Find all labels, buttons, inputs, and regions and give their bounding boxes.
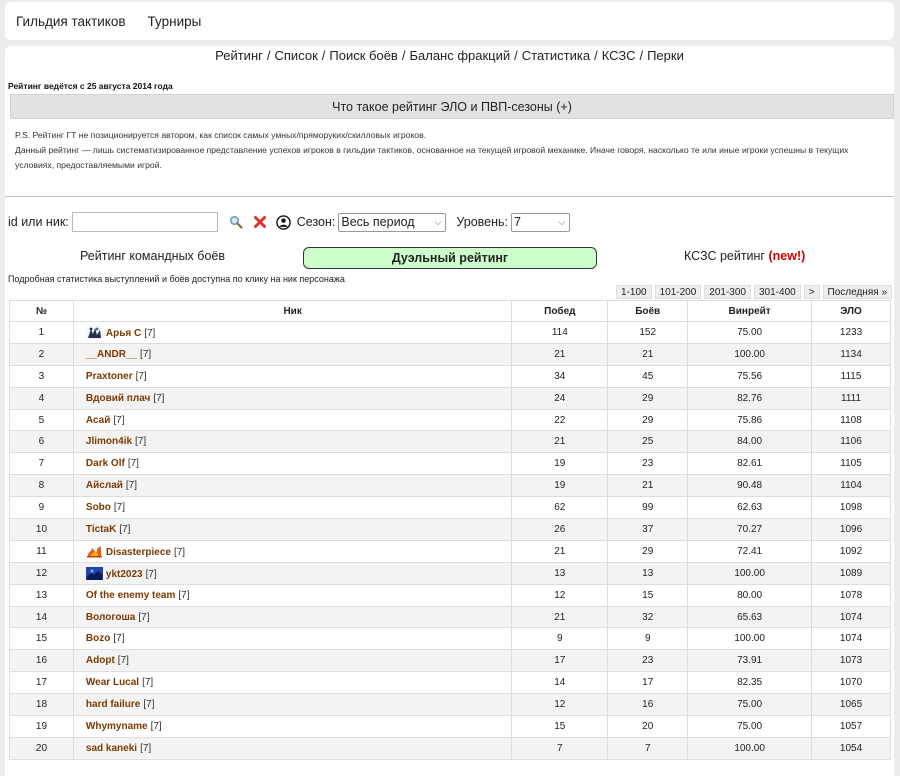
col-elo[interactable]: ЭЛО bbox=[812, 301, 891, 322]
player-nick-link[interactable]: Айслай bbox=[85, 480, 123, 492]
player-nick-link[interactable]: Wear Lucal bbox=[85, 677, 140, 689]
player-nick-link[interactable]: Praxtoner bbox=[85, 370, 133, 382]
table-row bbox=[10, 694, 891, 716]
wins-cell: 12 bbox=[512, 694, 608, 716]
player-level: [7] bbox=[135, 370, 147, 382]
rank-cell: 17 bbox=[10, 672, 74, 694]
elo-cell: 1096 bbox=[812, 519, 891, 541]
winrate-cell: 72.41 bbox=[688, 540, 812, 562]
nick-cell bbox=[73, 365, 511, 387]
subnav-separator: / bbox=[401, 48, 406, 63]
player-nick-link[interactable]: Of the enemy team bbox=[85, 589, 176, 601]
battles-cell: 29 bbox=[608, 540, 688, 562]
player-nick-link[interactable]: Jlimon4ik bbox=[85, 436, 133, 448]
elo-cell: 1134 bbox=[812, 343, 891, 365]
wins-cell: 19 bbox=[512, 453, 608, 475]
player-level: [7] bbox=[113, 502, 126, 514]
player-level: [7] bbox=[173, 546, 186, 558]
table-row bbox=[10, 584, 891, 606]
player-level: [7] bbox=[142, 677, 154, 689]
winrate-cell: 75.00 bbox=[688, 716, 812, 738]
nick-cell bbox=[73, 716, 511, 738]
filter-bar bbox=[8, 211, 570, 233]
level-selected-value: 7 bbox=[514, 215, 521, 229]
player-nick-link[interactable]: Disasterpiece bbox=[105, 546, 171, 558]
nav-tournaments[interactable]: Турниры bbox=[147, 13, 202, 29]
rank-cell: 1 bbox=[10, 322, 74, 344]
wins-cell: 19 bbox=[512, 475, 608, 497]
player-nick-link[interactable]: Асай bbox=[85, 414, 111, 426]
rating-since-note: Рейтинг ведётся с 25 августа 2014 года bbox=[8, 81, 173, 91]
player-nick-link[interactable]: Вологоша bbox=[85, 611, 136, 623]
table-row bbox=[10, 628, 891, 650]
battles-cell: 99 bbox=[608, 497, 688, 519]
elo-cell: 1073 bbox=[812, 650, 891, 672]
winrate-cell: 75.86 bbox=[688, 409, 812, 431]
subnav-separator: / bbox=[639, 48, 644, 63]
nick-cell bbox=[73, 606, 511, 628]
wins-cell: 21 bbox=[512, 540, 608, 562]
col-wins[interactable]: Побед bbox=[512, 301, 608, 322]
player-level: [7] bbox=[135, 436, 147, 448]
subnav-separator: / bbox=[321, 48, 326, 63]
table-row bbox=[10, 737, 891, 759]
player-nick-link[interactable]: hard failure bbox=[85, 699, 141, 711]
wins-cell: 21 bbox=[512, 431, 608, 453]
battles-cell: 15 bbox=[608, 584, 688, 606]
nick-cell bbox=[73, 453, 511, 475]
elo-cell: 1108 bbox=[812, 409, 891, 431]
table-row bbox=[10, 387, 891, 409]
winrate-cell: 100.00 bbox=[688, 628, 812, 650]
wins-cell: 26 bbox=[512, 519, 608, 541]
main-panel bbox=[5, 46, 894, 776]
wins-cell: 7 bbox=[512, 737, 608, 759]
player-nick-link[interactable]: Bozo bbox=[85, 633, 111, 645]
subnav-perks[interactable]: Перки bbox=[647, 48, 684, 63]
elo-cell: 1074 bbox=[812, 628, 891, 650]
nick-cell bbox=[73, 409, 511, 431]
player-nick-link[interactable]: ykt2023 bbox=[105, 568, 143, 580]
elo-cell: 1089 bbox=[812, 562, 891, 584]
battles-cell: 13 bbox=[608, 562, 688, 584]
winrate-cell: 100.00 bbox=[688, 343, 812, 365]
rating-table bbox=[9, 300, 891, 760]
col-nick[interactable]: Ник bbox=[73, 301, 511, 322]
rank-cell: 8 bbox=[10, 475, 74, 497]
rank-cell: 5 bbox=[10, 409, 74, 431]
subnav-list[interactable]: Список bbox=[274, 48, 318, 63]
table-row bbox=[10, 365, 891, 387]
nick-cell bbox=[73, 497, 511, 519]
pagination bbox=[613, 285, 892, 299]
tab-kszs-label: КСЗС рейтинг bbox=[684, 249, 765, 263]
elo-cell: 1098 bbox=[812, 497, 891, 519]
elo-cell: 1078 bbox=[812, 584, 891, 606]
nick-cell bbox=[73, 628, 511, 650]
player-avatar-icon bbox=[86, 328, 106, 339]
table-row bbox=[10, 672, 891, 694]
tab-duel-rating[interactable]: Дуэльный рейтинг bbox=[303, 247, 597, 269]
nick-cell bbox=[73, 694, 511, 716]
nick-cell bbox=[73, 737, 511, 759]
page-101-200[interactable]: 101-200 bbox=[655, 285, 702, 299]
table-row bbox=[10, 540, 891, 562]
player-nick-link[interactable]: Вдовий плач bbox=[85, 392, 151, 404]
chevron-down-icon: ⌵ bbox=[434, 216, 442, 227]
battles-cell: 152 bbox=[608, 322, 688, 344]
player-level: [7] bbox=[138, 611, 150, 623]
nick-cell bbox=[73, 519, 511, 541]
note-line: Данный рейтинг — лишь систематизированное представление успехов игроков в гильдии тактиков, основанное на текущей игровой механике. Иначе говоря, насколько те или иные игроки успешны в текущих условиях, предоставляемыми игрой. bbox=[15, 145, 849, 170]
elo-cell: 1074 bbox=[812, 606, 891, 628]
wins-cell: 21 bbox=[512, 343, 608, 365]
wins-cell: 17 bbox=[512, 650, 608, 672]
table-row bbox=[10, 606, 891, 628]
winrate-cell: 84.00 bbox=[688, 431, 812, 453]
elo-cell: 1233 bbox=[812, 322, 891, 344]
nick-cell bbox=[73, 672, 511, 694]
table-row bbox=[10, 716, 891, 738]
page-next[interactable]: > bbox=[804, 285, 820, 299]
elo-cell: 1054 bbox=[812, 737, 891, 759]
wins-cell: 62 bbox=[512, 497, 608, 519]
winrate-cell: 70.27 bbox=[688, 519, 812, 541]
nick-cell bbox=[73, 431, 511, 453]
nick-cell bbox=[73, 322, 511, 344]
elo-cell: 1111 bbox=[812, 387, 891, 409]
new-badge: (new!) bbox=[768, 249, 806, 263]
level-select[interactable] bbox=[511, 213, 570, 232]
nick-cell bbox=[73, 343, 511, 365]
table-header-row bbox=[10, 301, 891, 322]
battles-cell: 32 bbox=[608, 606, 688, 628]
wins-cell: 15 bbox=[512, 716, 608, 738]
subnav-statistics[interactable]: Статистика bbox=[521, 48, 591, 63]
col-rank[interactable]: № bbox=[10, 301, 74, 322]
player-level: [7] bbox=[140, 348, 152, 360]
page-201-300[interactable]: 201-300 bbox=[704, 285, 751, 299]
table-row bbox=[10, 497, 891, 519]
rank-cell: 18 bbox=[10, 694, 74, 716]
elo-cell: 1105 bbox=[812, 453, 891, 475]
tab-kszs-rating[interactable] bbox=[684, 249, 805, 263]
table-row bbox=[10, 519, 891, 541]
elo-cell: 1057 bbox=[812, 716, 891, 738]
stats-hint: Подробная статистика выступлений и боёв доступна по клику на ник персонажа bbox=[8, 274, 345, 284]
subnav-separator: / bbox=[514, 48, 518, 63]
player-nick-link[interactable]: TictaK bbox=[85, 523, 117, 535]
rank-cell: 6 bbox=[10, 431, 74, 453]
winrate-cell: 65.63 bbox=[688, 606, 812, 628]
nick-cell bbox=[73, 540, 511, 562]
rank-cell: 4 bbox=[10, 387, 74, 409]
player-nick-link[interactable]: Adopt bbox=[85, 655, 115, 667]
table-row bbox=[10, 431, 891, 453]
subnav-kszs[interactable]: КСЗС bbox=[601, 48, 636, 63]
player-nick-link[interactable]: Whymyname bbox=[85, 720, 148, 732]
player-nick-link[interactable]: Dark Olf bbox=[85, 458, 125, 470]
player-level: [7] bbox=[117, 655, 129, 667]
elo-cell: 1065 bbox=[812, 694, 891, 716]
subnav-separator: / bbox=[594, 48, 598, 63]
nick-cell bbox=[73, 475, 511, 497]
player-level: [7] bbox=[145, 568, 157, 580]
winrate-cell: 75.00 bbox=[688, 694, 812, 716]
rank-cell: 13 bbox=[10, 584, 74, 606]
player-level: [7] bbox=[113, 414, 125, 426]
player-avatar-icon bbox=[86, 569, 106, 580]
chevron-down-icon: ⌵ bbox=[558, 216, 566, 227]
rank-cell: 15 bbox=[10, 628, 74, 650]
table-row bbox=[10, 475, 891, 497]
table-row bbox=[10, 453, 891, 475]
player-nick-link[interactable]: sad kaneki bbox=[85, 742, 138, 754]
player-nick-link[interactable]: __ANDR__ bbox=[85, 348, 138, 360]
nick-cell bbox=[73, 562, 511, 584]
player-level: [7] bbox=[113, 633, 125, 645]
id-label: id или ник: bbox=[8, 215, 69, 229]
winrate-cell: 82.61 bbox=[688, 453, 812, 475]
nick-cell bbox=[73, 650, 511, 672]
search-icon[interactable] bbox=[227, 213, 245, 231]
winrate-cell: 75.00 bbox=[688, 322, 812, 344]
season-select[interactable] bbox=[338, 213, 446, 232]
level-label: Уровень: bbox=[456, 215, 509, 229]
winrate-cell: 90.48 bbox=[688, 475, 812, 497]
elo-cell: 1104 bbox=[812, 475, 891, 497]
rank-cell: 20 bbox=[10, 737, 74, 759]
rank-cell: 10 bbox=[10, 519, 74, 541]
elo-cell: 1115 bbox=[812, 365, 891, 387]
player-level: [7] bbox=[178, 589, 190, 601]
rank-cell: 3 bbox=[10, 365, 74, 387]
subnav-rating[interactable]: Рейтинг bbox=[215, 48, 263, 63]
subnav-battle-search[interactable]: Поиск боёв bbox=[329, 48, 398, 63]
battles-cell: 29 bbox=[608, 409, 688, 431]
table-row bbox=[10, 409, 891, 431]
wins-cell: 22 bbox=[512, 409, 608, 431]
player-nick-link[interactable]: Sobo bbox=[85, 502, 111, 514]
table-row bbox=[10, 650, 891, 672]
wins-cell: 21 bbox=[512, 606, 608, 628]
col-battles[interactable]: Боёв bbox=[608, 301, 688, 322]
rank-cell: 11 bbox=[10, 540, 74, 562]
note-line: P.S. Рейтинг ГТ не позиционируется автором, как список самых умных/пряморуких/скилловых игроков. bbox=[15, 130, 427, 140]
player-level: [7] bbox=[150, 720, 162, 732]
user-circle-icon[interactable] bbox=[275, 213, 293, 231]
player-level: [7] bbox=[143, 699, 155, 711]
nav-tactics-guild[interactable]: Гильдия тактиков bbox=[16, 13, 126, 29]
battles-cell: 17 bbox=[608, 672, 688, 694]
rank-cell: 19 bbox=[10, 716, 74, 738]
subnav-separator: / bbox=[266, 48, 271, 63]
battles-cell: 29 bbox=[608, 387, 688, 409]
battles-cell: 16 bbox=[608, 694, 688, 716]
battles-cell: 9 bbox=[608, 628, 688, 650]
nick-cell bbox=[73, 387, 511, 409]
elo-cell: 1106 bbox=[812, 431, 891, 453]
player-level: [7] bbox=[119, 523, 131, 535]
battles-cell: 20 bbox=[608, 716, 688, 738]
subnav-faction-balance[interactable]: Баланс фракций bbox=[409, 48, 511, 63]
tab-team-rating[interactable]: Рейтинг командных боёв bbox=[80, 249, 225, 263]
wins-cell: 24 bbox=[512, 387, 608, 409]
player-level: [7] bbox=[153, 392, 165, 404]
section-nav bbox=[5, 48, 894, 63]
wins-cell: 9 bbox=[512, 628, 608, 650]
page-301-400[interactable]: 301-400 bbox=[754, 285, 801, 299]
clear-icon[interactable] bbox=[251, 213, 269, 231]
battles-cell: 21 bbox=[608, 475, 688, 497]
nick-cell bbox=[73, 584, 511, 606]
player-level: [7] bbox=[140, 742, 152, 754]
table-row bbox=[10, 562, 891, 584]
player-avatar-icon bbox=[86, 547, 106, 558]
winrate-cell: 100.00 bbox=[688, 562, 812, 584]
elo-info-toggle[interactable]: Что такое рейтинг ЭЛО и ПВП-сезоны (+) bbox=[10, 94, 894, 119]
winrate-cell: 73.91 bbox=[688, 650, 812, 672]
top-navbar bbox=[5, 2, 894, 40]
wins-cell: 114 bbox=[512, 322, 608, 344]
col-winrate[interactable]: Винрейт bbox=[688, 301, 812, 322]
player-level: [7] bbox=[127, 458, 139, 470]
player-level: [7] bbox=[125, 480, 138, 492]
elo-cell: 1092 bbox=[812, 540, 891, 562]
winrate-cell: 62.63 bbox=[688, 497, 812, 519]
rank-cell: 12 bbox=[10, 562, 74, 584]
wins-cell: 34 bbox=[512, 365, 608, 387]
battles-cell: 23 bbox=[608, 453, 688, 475]
table-row bbox=[10, 343, 891, 365]
winrate-cell: 82.35 bbox=[688, 672, 812, 694]
season-label: Сезон: bbox=[296, 215, 336, 229]
page-last[interactable]: Последняя » bbox=[823, 285, 892, 299]
season-selected-value: Весь период bbox=[341, 215, 415, 229]
winrate-cell: 82.76 bbox=[688, 387, 812, 409]
rank-cell: 7 bbox=[10, 453, 74, 475]
rank-cell: 9 bbox=[10, 497, 74, 519]
wins-cell: 14 bbox=[512, 672, 608, 694]
battles-cell: 7 bbox=[608, 737, 688, 759]
rating-tabs bbox=[5, 246, 894, 270]
divider bbox=[5, 196, 894, 197]
battles-cell: 25 bbox=[608, 431, 688, 453]
battles-cell: 21 bbox=[608, 343, 688, 365]
winrate-cell: 80.00 bbox=[688, 584, 812, 606]
search-input[interactable] bbox=[72, 212, 218, 232]
table-body bbox=[10, 322, 891, 760]
battles-cell: 45 bbox=[608, 365, 688, 387]
rating-notes bbox=[15, 128, 885, 173]
winrate-cell: 75.56 bbox=[688, 365, 812, 387]
page-1-100[interactable]: 1-100 bbox=[616, 285, 652, 299]
wins-cell: 13 bbox=[512, 562, 608, 584]
battles-cell: 23 bbox=[608, 650, 688, 672]
rank-cell: 16 bbox=[10, 650, 74, 672]
player-nick-link[interactable]: Арья С bbox=[105, 327, 142, 339]
rank-cell: 14 bbox=[10, 606, 74, 628]
player-level: [7] bbox=[144, 327, 156, 339]
table-row bbox=[10, 322, 891, 344]
elo-cell: 1070 bbox=[812, 672, 891, 694]
winrate-cell: 100.00 bbox=[688, 737, 812, 759]
wins-cell: 12 bbox=[512, 584, 608, 606]
rank-cell: 2 bbox=[10, 343, 74, 365]
battles-cell: 37 bbox=[608, 519, 688, 541]
